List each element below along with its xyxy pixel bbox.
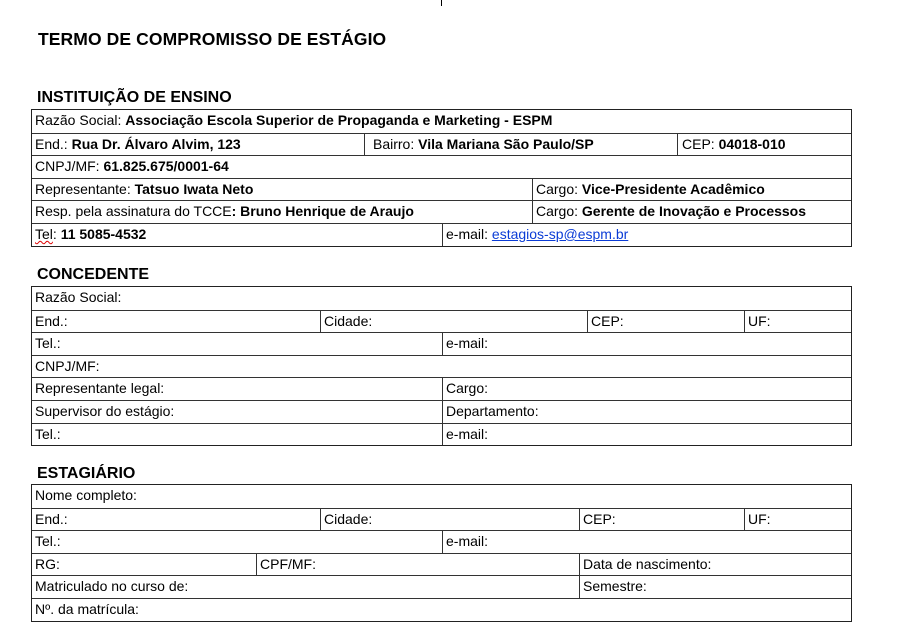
concedente-uf-field[interactable]: UF: xyxy=(744,311,851,333)
razao-social-field[interactable] xyxy=(32,110,851,133)
telefone-field[interactable] xyxy=(32,224,442,246)
table-row xyxy=(32,508,851,531)
concedente-tel-field[interactable]: Tel.: xyxy=(35,335,61,352)
field-value: Tatsuo Iwata Neto xyxy=(134,180,254,197)
table-row xyxy=(32,155,851,178)
table-row xyxy=(32,598,851,621)
field-value: Gerente de Inovação e Processos xyxy=(581,203,807,220)
table-row xyxy=(32,332,851,355)
field-label: Cargo: xyxy=(536,203,582,220)
table-row xyxy=(32,223,851,246)
field-label-sep: : xyxy=(52,225,61,242)
bairro-field[interactable] xyxy=(364,134,677,156)
estagiario-cep-field[interactable]: CEP: xyxy=(579,509,744,531)
table-row xyxy=(32,287,851,310)
table-row xyxy=(32,400,851,423)
table-row xyxy=(32,530,851,553)
field-label: Representante: xyxy=(35,180,135,197)
text-cursor xyxy=(441,0,442,6)
concedente-cep-field[interactable]: CEP: xyxy=(587,311,744,333)
section-title-estagiario: ESTAGIÁRIO xyxy=(37,465,136,482)
estagiario-matricula-field[interactable]: Nº. da matrícula: xyxy=(35,600,139,617)
field-value: 04018-010 xyxy=(718,135,786,152)
representante-field[interactable] xyxy=(32,179,532,201)
responsavel-field[interactable] xyxy=(32,201,532,223)
field-label: CNPJ/MF: xyxy=(35,158,104,175)
concedente-cidade-field[interactable]: Cidade: xyxy=(320,311,587,333)
instituicao-table xyxy=(31,109,852,247)
email-field[interactable] xyxy=(442,224,851,246)
estagiario-table xyxy=(31,484,852,622)
field-value: Rua Dr. Álvaro Alvim, 123 xyxy=(71,135,241,152)
table-row xyxy=(32,310,851,333)
table-row xyxy=(32,553,851,576)
estagiario-cidade-field[interactable]: Cidade: xyxy=(320,509,579,531)
field-value: 61.825.675/0001-64 xyxy=(103,158,229,175)
field-value: Vila Mariana São Paulo/SP xyxy=(418,135,594,152)
concedente-representante-field[interactable]: Representante legal: xyxy=(35,380,165,397)
cep-field[interactable] xyxy=(677,134,851,156)
concedente-supervisor-field[interactable]: Supervisor do estágio: xyxy=(35,402,175,419)
table-row xyxy=(32,377,851,400)
table-row xyxy=(32,110,851,133)
field-value: Associação Escola Superior de Propaganda e Marketing - ESPM xyxy=(125,112,553,128)
concedente-tel2-field[interactable]: Tel.: xyxy=(35,425,61,442)
estagiario-curso-field[interactable]: Matriculado no curso de: xyxy=(35,578,189,595)
table-row xyxy=(32,200,851,223)
estagiario-cpf-field[interactable]: CPF/MF: xyxy=(256,554,579,576)
field-label-spellcheck: Tel xyxy=(35,225,53,242)
concedente-cnpj-field[interactable]: CNPJ/MF: xyxy=(35,357,100,374)
estagiario-tel-field[interactable]: Tel.: xyxy=(35,533,61,550)
representante-cargo-field[interactable] xyxy=(532,179,851,201)
document-title: TERMO DE COMPROMISSO DE ESTÁGIO xyxy=(38,29,387,49)
field-label: CEP: xyxy=(682,135,719,152)
table-row xyxy=(32,133,851,156)
table-row xyxy=(32,575,851,598)
section-title-instituicao: INSTITUIÇÃO DE ENSINO xyxy=(37,89,232,106)
table-row xyxy=(32,355,851,378)
email-link[interactable]: estagios-sp@espm.br xyxy=(491,225,629,242)
cnpj-field[interactable] xyxy=(32,156,851,178)
field-label: e-mail: xyxy=(446,225,492,242)
concedente-departamento-field[interactable]: Departamento: xyxy=(442,401,851,423)
concedente-endereco-field[interactable]: End.: xyxy=(35,312,68,329)
field-value: Vice-Presidente Acadêmico xyxy=(581,180,765,197)
section-title-concedente: CONCEDENTE xyxy=(37,266,150,283)
responsavel-cargo-field[interactable] xyxy=(532,201,851,223)
table-row xyxy=(32,178,851,201)
concedente-cargo-field[interactable]: Cargo: xyxy=(442,378,851,400)
estagiario-endereco-field[interactable]: End.: xyxy=(35,510,68,527)
field-label: Cargo: xyxy=(536,180,582,197)
estagiario-nascimento-field[interactable]: Data de nascimento: xyxy=(579,554,851,576)
field-value: : Bruno Henrique de Araujo xyxy=(231,203,414,220)
concedente-email-field[interactable]: e-mail: xyxy=(442,333,851,355)
estagiario-semestre-field[interactable]: Semestre: xyxy=(579,576,851,598)
table-row xyxy=(32,423,851,446)
field-label: End.: xyxy=(35,135,72,152)
concedente-razao-field[interactable]: Razão Social: xyxy=(35,289,122,305)
estagiario-email-field[interactable]: e-mail: xyxy=(442,531,851,553)
endereco-field[interactable] xyxy=(32,134,364,156)
field-label: Razão Social: xyxy=(35,112,126,128)
table-row xyxy=(32,485,851,508)
field-value: 11 5085-4532 xyxy=(60,225,147,242)
field-label: Bairro: xyxy=(373,135,419,152)
estagiario-rg-field[interactable]: RG: xyxy=(35,555,60,572)
field-label: Resp. pela assinatura do TCCE xyxy=(35,203,232,220)
concedente-email2-field[interactable]: e-mail: xyxy=(442,424,851,446)
estagiario-nome-field[interactable]: Nome completo: xyxy=(35,487,137,503)
estagiario-uf-field[interactable]: UF: xyxy=(744,509,851,531)
concedente-table xyxy=(31,286,852,446)
